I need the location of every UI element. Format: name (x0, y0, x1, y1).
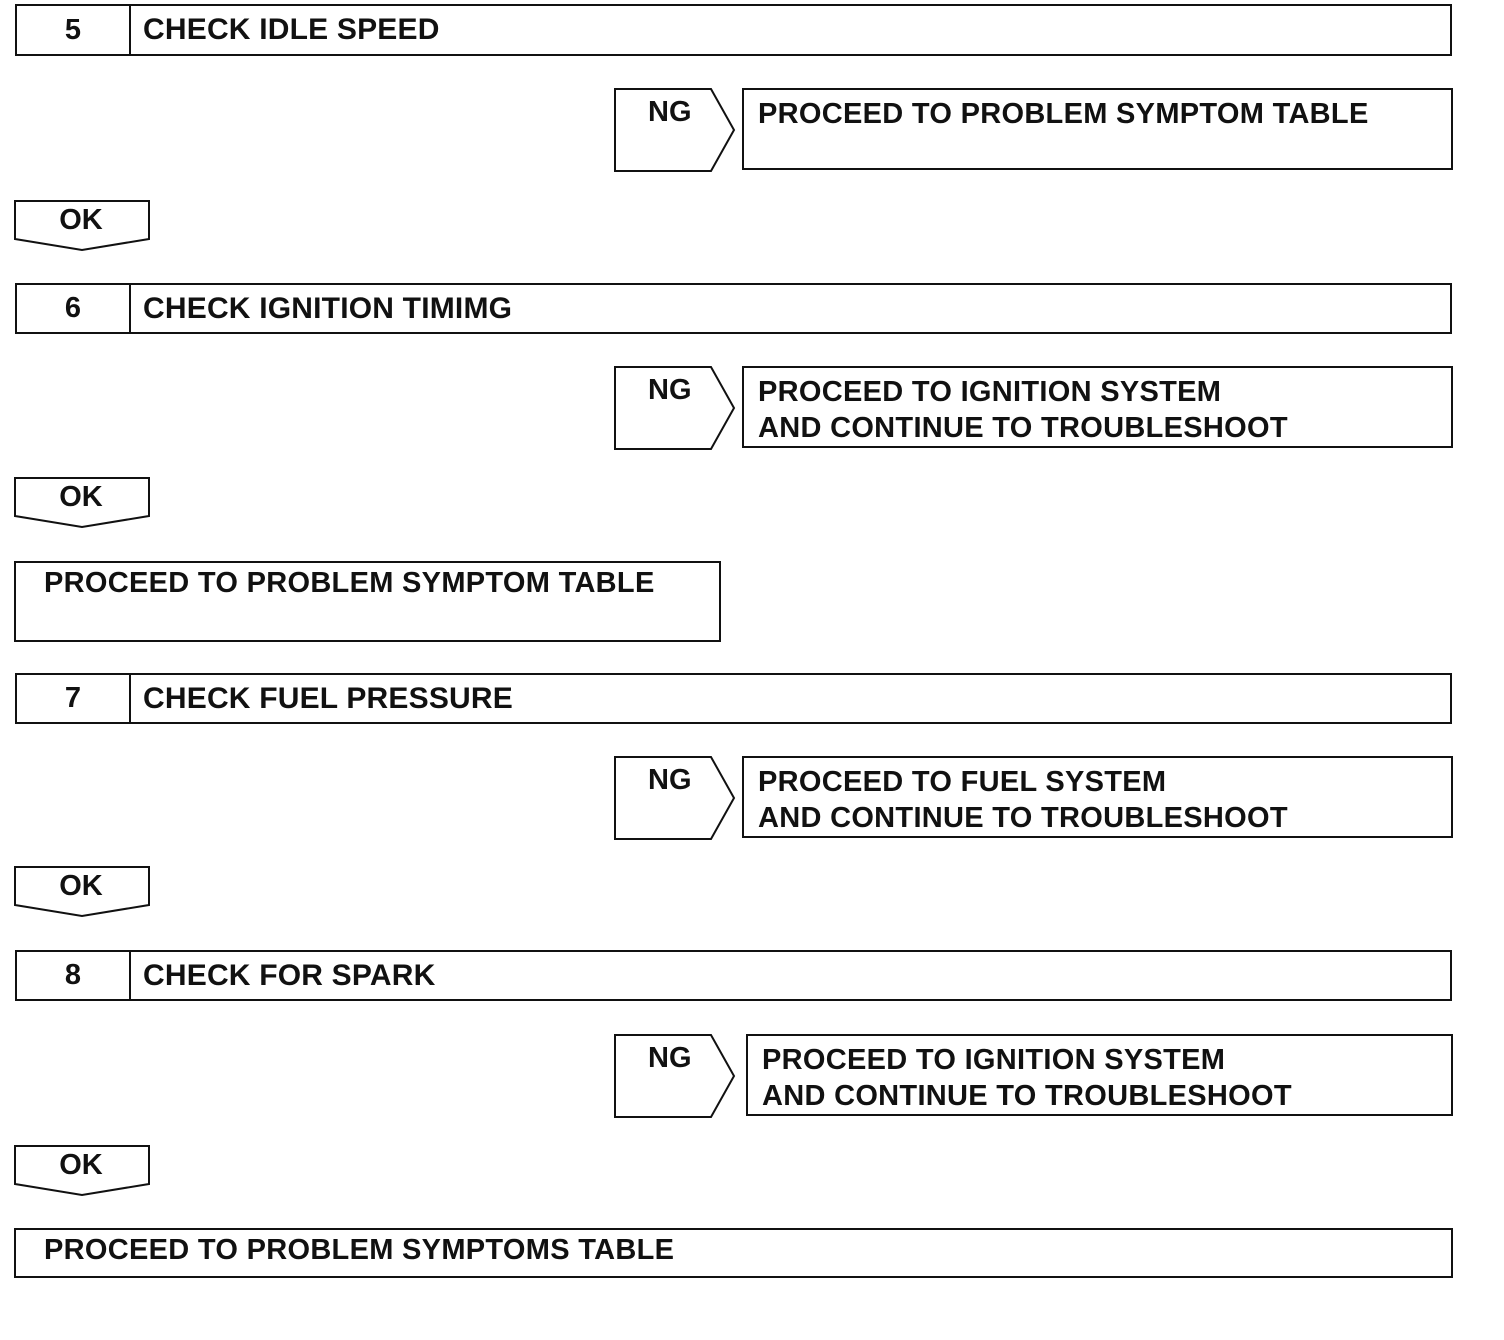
ok-arrow-step-5 (14, 200, 152, 252)
step-7-box (15, 673, 1452, 724)
step-number: 7 (17, 675, 131, 722)
step-8-box (15, 950, 1452, 1001)
step-number: 5 (17, 6, 131, 54)
ok-arrow-step-7 (14, 866, 152, 918)
ng-target-line: AND CONTINUE TO TROUBLESHOOT (758, 412, 1288, 444)
ng-target-line: AND CONTINUE TO TROUBLESHOOT (758, 802, 1288, 834)
outcome-problem-symptoms-table (14, 1228, 1453, 1278)
step-title: CHECK FOR SPARK (143, 958, 436, 992)
ng-label: NG (648, 96, 692, 128)
ng-arrow-step-6 (614, 366, 738, 450)
ok-arrow-step-6 (14, 477, 152, 529)
step-title: CHECK IGNITION TIMIMG (143, 291, 513, 325)
ng-target-step-5 (742, 88, 1453, 170)
ng-label: NG (648, 764, 692, 796)
ok-label: OK (59, 204, 103, 236)
step-title: CHECK FUEL PRESSURE (143, 681, 513, 715)
step-number: 8 (17, 952, 131, 999)
ng-target-line: PROCEED TO IGNITION SYSTEM (758, 376, 1222, 408)
ok-arrow-step-8 (14, 1145, 152, 1197)
outcome-problem-symptom-table (14, 561, 721, 642)
ng-label: NG (648, 374, 692, 406)
ng-label: NG (648, 1042, 692, 1074)
ok-label: OK (59, 870, 103, 902)
step-number: 6 (17, 285, 131, 332)
ng-target-line: PROCEED TO PROBLEM SYMPTOM TABLE (758, 98, 1369, 130)
ng-target-line: PROCEED TO FUEL SYSTEM (758, 766, 1167, 798)
ng-arrow-step-7 (614, 756, 738, 840)
ng-target-line: PROCEED TO IGNITION SYSTEM (762, 1044, 1226, 1076)
step-6-box (15, 283, 1452, 334)
ng-target-step-6 (742, 366, 1453, 448)
step-5-box (15, 4, 1452, 56)
outcome-text: PROCEED TO PROBLEM SYMPTOM TABLE (44, 567, 655, 599)
ng-arrow-step-8 (614, 1034, 738, 1118)
step-title: CHECK IDLE SPEED (143, 13, 440, 46)
ng-arrow-step-5 (614, 88, 738, 172)
ok-label: OK (59, 1149, 103, 1181)
ok-label: OK (59, 481, 103, 513)
ng-target-step-8 (746, 1034, 1453, 1116)
outcome-text: PROCEED TO PROBLEM SYMPTOMS TABLE (44, 1234, 675, 1266)
ng-target-line: AND CONTINUE TO TROUBLESHOOT (762, 1080, 1292, 1112)
ng-target-step-7 (742, 756, 1453, 838)
